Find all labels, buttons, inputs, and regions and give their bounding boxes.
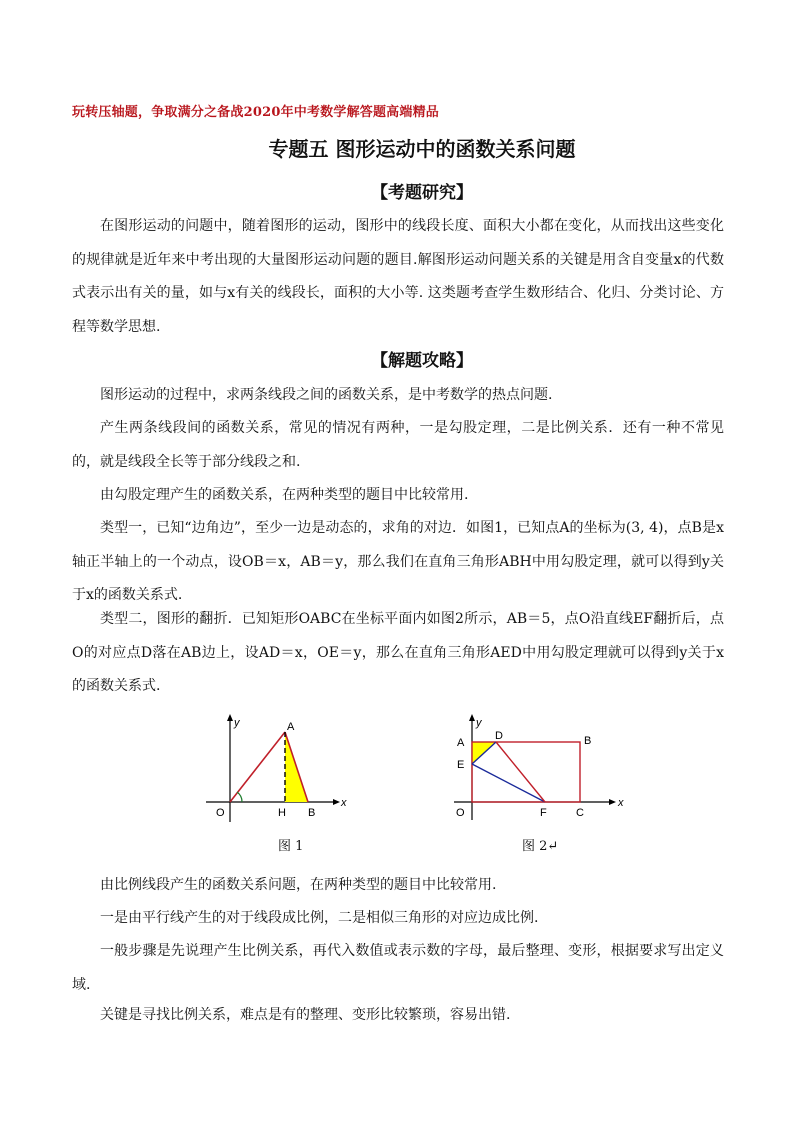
fig2-y-arrow — [469, 714, 475, 721]
fig2-label-O: O — [456, 807, 465, 819]
fig1-label-A: A — [287, 721, 295, 733]
fig2-x-arrow — [609, 799, 616, 805]
fig2-label-C: C — [576, 807, 584, 819]
section-heading-research: 【考题研究】 — [371, 183, 473, 203]
paragraph-7: 一是由平行线产生的对于线段成比例，二是相似三角形的对应边成比例. — [100, 910, 539, 926]
fig1-segment-OA — [230, 732, 285, 802]
paragraph-9: 关键是寻找比例关系，难点是有的整理、变形比较繁琐，容易出错. — [100, 1007, 511, 1023]
section-heading-strategy: 【解题攻略】 — [371, 351, 473, 371]
fig1-label-O: O — [216, 807, 225, 819]
page-title: 专题五 图形运动中的函数关系问题 — [268, 137, 576, 161]
intro-paragraph: 在图形运动的问题中，随着图形的运动，图形中的线段长度、面积大小都在变化，从而找出这些变化的规律就是近年来中考出现的大量图形运动问题的题目.解图形运动问题关系的关键是用含自变量x的代数式表示出有关的量，如与x有关的线段长，面积的大小等. 这类题考查学生数形结合、化归、分类讨论、方程等数学思想. — [72, 218, 724, 335]
figure-1-caption: 图 1 — [278, 839, 304, 854]
fig2-segment-DF — [496, 742, 545, 802]
figure-2-caption: 图 2↵ — [522, 839, 559, 854]
fig2-segment-EF — [472, 764, 545, 802]
fig1-angle-arc — [237, 792, 242, 802]
fig1-label-x: x — [341, 797, 347, 809]
fig1-label-y: y — [234, 717, 240, 729]
header-banner: 玩转压轴题，争取满分之备战2020年中考数学解答题高端精品 — [72, 105, 439, 120]
fig2-label-D: D — [495, 730, 503, 742]
paragraph-5: 类型二，图形的翻折．已知矩形OABC在坐标平面内如图2所示，AB＝5，点O沿直线EF翻折后，点O的对应点D落在AB边上，设AD＝x，OE＝y，那么在直角三角形AED中用勾股定理就可以得到y关于x的函数关系式. — [72, 611, 724, 694]
fig2-label-B: B — [584, 735, 592, 747]
paragraph-3: 由勾股定理产生的函数关系，在两种类型的题目中比较常用. — [100, 487, 469, 503]
figure-1 — [196, 712, 356, 827]
figure-2 — [448, 712, 634, 827]
fig2-label-A: A — [457, 737, 465, 749]
paragraph-4: 类型一，已知“边角边”，至少一边是动态的，求角的对边．如图1，已知点A的坐标为(3, 4)，点B是x轴正半轴上的一个动点，设OB＝x，AB＝y，那么我们在直角三角形ABH中用勾股定理，就可以得到y关于x的函数关系式. — [72, 520, 724, 603]
paragraph-2: 产生两条线段间的函数关系，常见的情况有两种，一是勾股定理，二是比例关系．还有一种不常见的，就是线段全长等于部分线段之和. — [72, 420, 724, 470]
fig1-y-arrow — [227, 714, 233, 721]
fig2-label-F: F — [540, 807, 547, 819]
fig2-label-x: x — [618, 797, 624, 809]
fig1-x-arrow — [333, 799, 340, 805]
paragraph-6: 由比例线段产生的函数关系问题，在两种类型的题目中比较常用. — [100, 877, 497, 893]
fig2-label-y: y — [476, 717, 482, 729]
fig1-label-H: H — [278, 807, 286, 819]
paragraph-8: 一般步骤是先说理产生比例关系，再代入数值或表示数的字母，最后整理、变形，根据要求写出定义域. — [72, 943, 724, 993]
fig2-label-E: E — [457, 759, 465, 771]
fig1-label-B: B — [308, 807, 316, 819]
paragraph-1: 图形运动的过程中，求两条线段之间的函数关系，是中考数学的热点问题. — [100, 387, 553, 403]
